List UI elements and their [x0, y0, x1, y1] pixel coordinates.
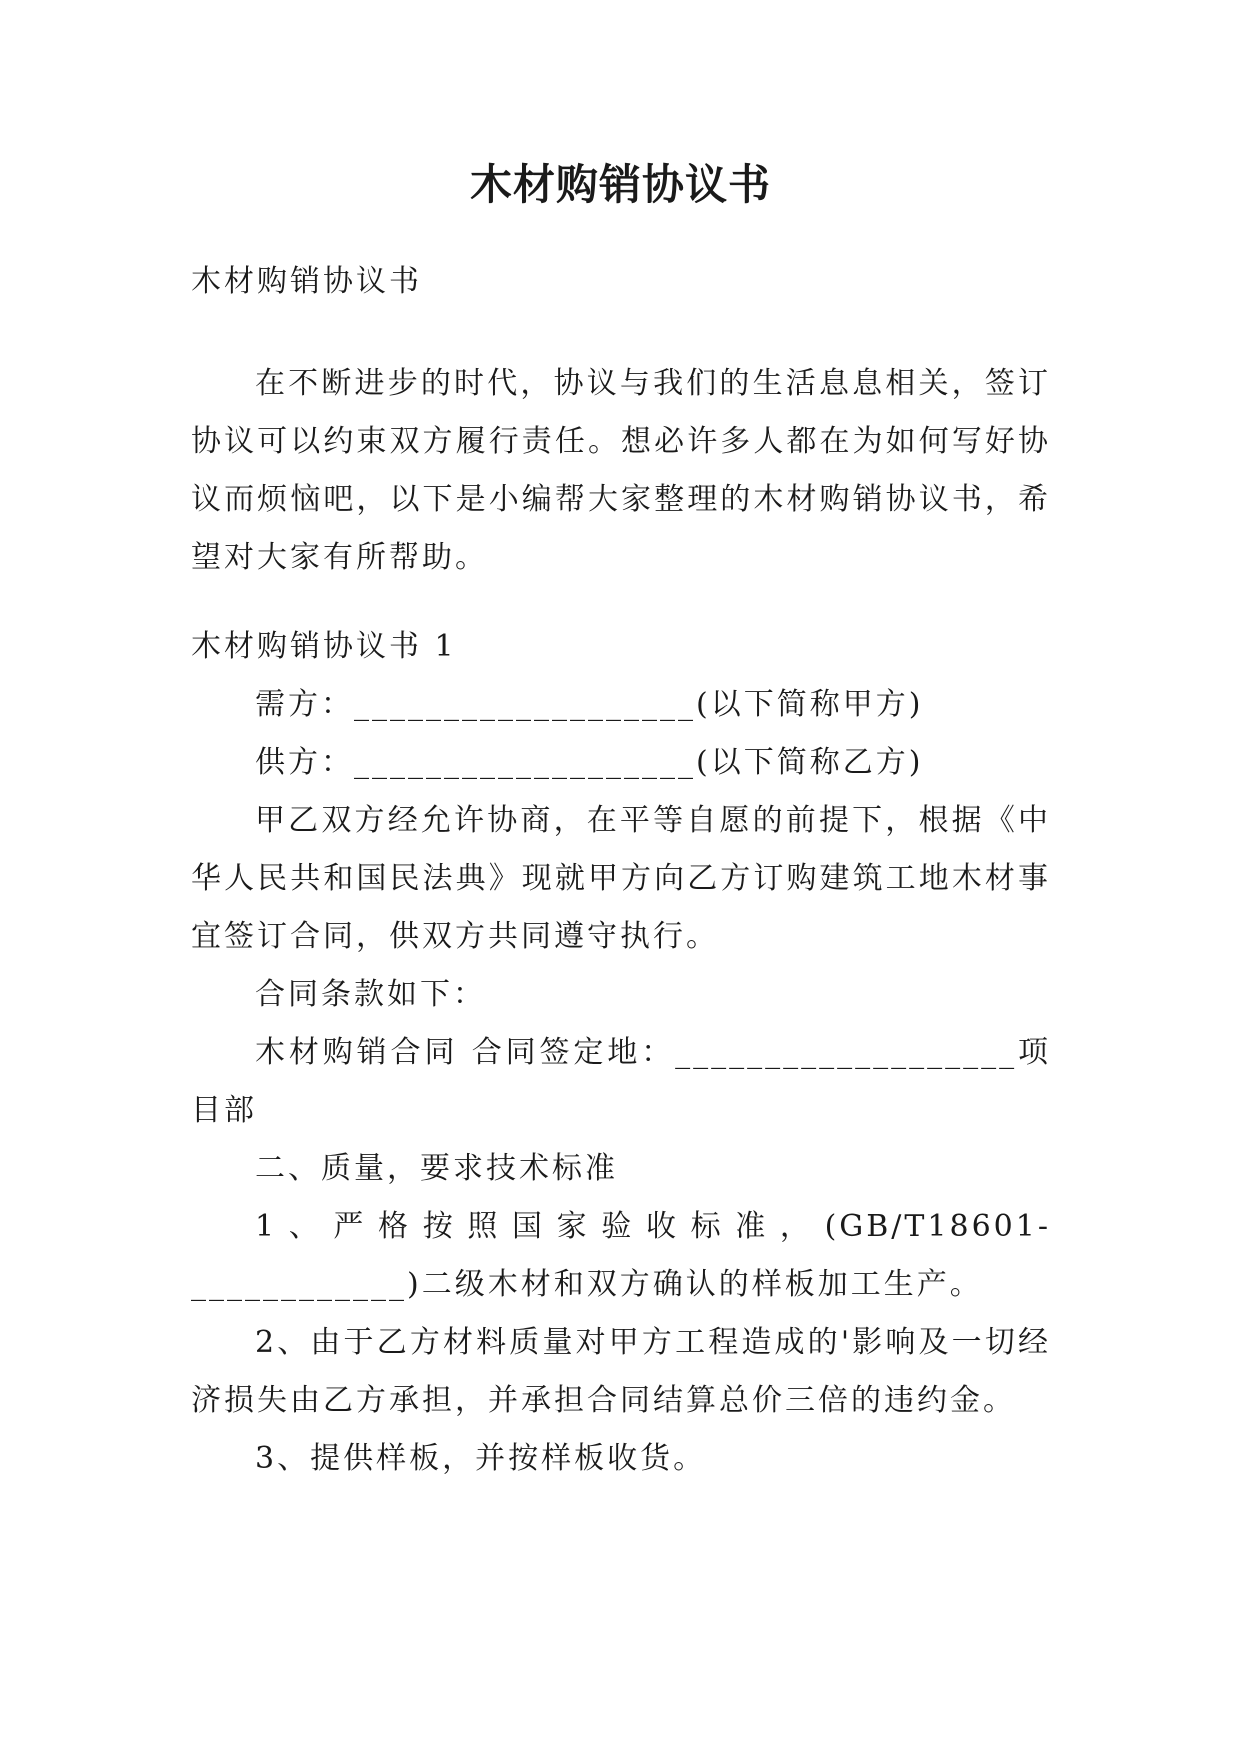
agreement-paragraph: 甲乙双方经允许协商，在平等自愿的前提下，根据《中华人民共和国民法典》现就甲方向乙方订购建筑工地木材事宜签订合同，供双方共同遵守执行。: [191, 803, 1051, 954]
clause-item-1: 1、严格按照国家验收标准，(GB/T18601-____________)二级木材和双方确认的样板加工生产。: [191, 1209, 1051, 1302]
clause-item-3: 3、提供样板，并按样板收货。: [255, 1441, 707, 1476]
clause-item-2: 2、由于乙方材料质量对甲方工程造成的'影响及一切经济损失由乙方承担，并承担合同结算总价三倍的违约金。: [191, 1325, 1051, 1418]
clause-two-heading: 二、质量，要求技术标准: [255, 1151, 618, 1186]
section-heading: 木材购销协议书 1: [191, 629, 457, 664]
document-subtitle-block: [191, 253, 1051, 311]
document-title: 木材购销协议书: [469, 160, 771, 209]
terms-intro: 合同条款如下：: [255, 977, 486, 1012]
intro-block: [191, 355, 1051, 587]
document-subtitle: 木材购销协议书: [191, 264, 422, 299]
contract-place-paragraph: 木材购销合同 合同签定地：___________________项目部: [191, 1035, 1051, 1128]
intro-paragraph: 在不断进步的时代，协议与我们的生活息息相关，签订协议可以约束双方履行责任。想必许多人都在为如何写好协议而烦恼吧，以下是小编帮大家整理的木材购销协议书，希望对大家有所帮助。: [191, 366, 1051, 575]
demand-party-line: 需方：___________________(以下简称甲方): [255, 687, 924, 722]
supply-party-line: 供方：___________________(以下简称乙方): [255, 745, 924, 780]
contract-body: [191, 618, 1051, 1488]
